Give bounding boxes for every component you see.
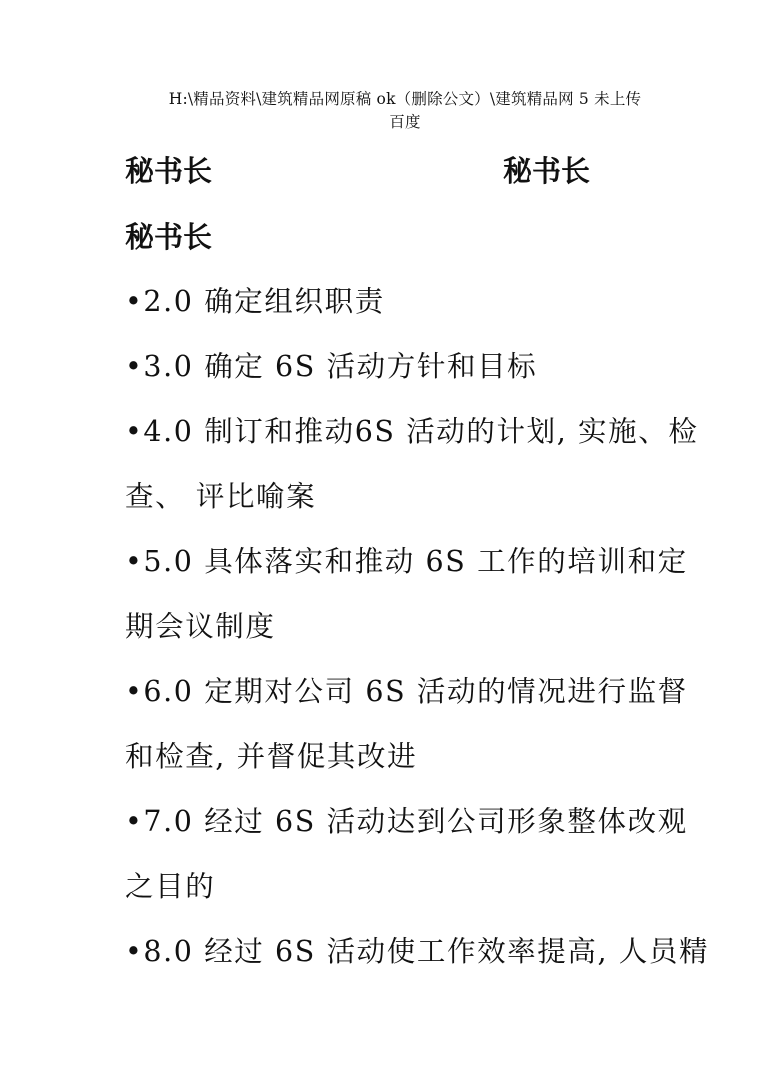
text-line-2: •3.0 确定 6S 活动方针和目标 <box>125 350 538 383</box>
title-right: 秘书长 <box>503 154 591 188</box>
text-line-4: 查、 评比喻案 <box>125 480 317 513</box>
text-line-5: •5.0 具体落实和推动 6S 工作的培训和定 <box>125 545 688 578</box>
text-line-3: •4.0 制订和推动6S 活动的计划, 实施、检 <box>125 415 699 448</box>
text-line-11: •8.0 经过 6S 活动使工作效率提高, 人员精 <box>125 935 710 968</box>
text-line-10: 之目的 <box>125 870 216 903</box>
file-path-line-1: H:\精品资料\建筑精品网原稿 ok（删除公文）\建筑精品网 5 未上传 <box>168 90 642 108</box>
file-path-header <box>100 88 710 134</box>
title-second: 秘书长 <box>125 220 213 254</box>
text-line-9: •7.0 经过 6S 活动达到公司形象整体改观 <box>125 805 688 838</box>
title-left: 秘书长 <box>125 154 213 188</box>
file-path-line-2: 百度 <box>389 113 421 131</box>
title-row <box>125 150 685 192</box>
text-line-7: •6.0 定期对公司 6S 活动的情况进行监督 <box>125 675 688 708</box>
text-line-6: 期会议制度 <box>125 610 276 643</box>
text-line-8: 和检查, 并督促其改进 <box>125 740 418 773</box>
body-text <box>125 280 710 995</box>
text-line-1: •2.0 确定组织职责 <box>125 285 385 318</box>
